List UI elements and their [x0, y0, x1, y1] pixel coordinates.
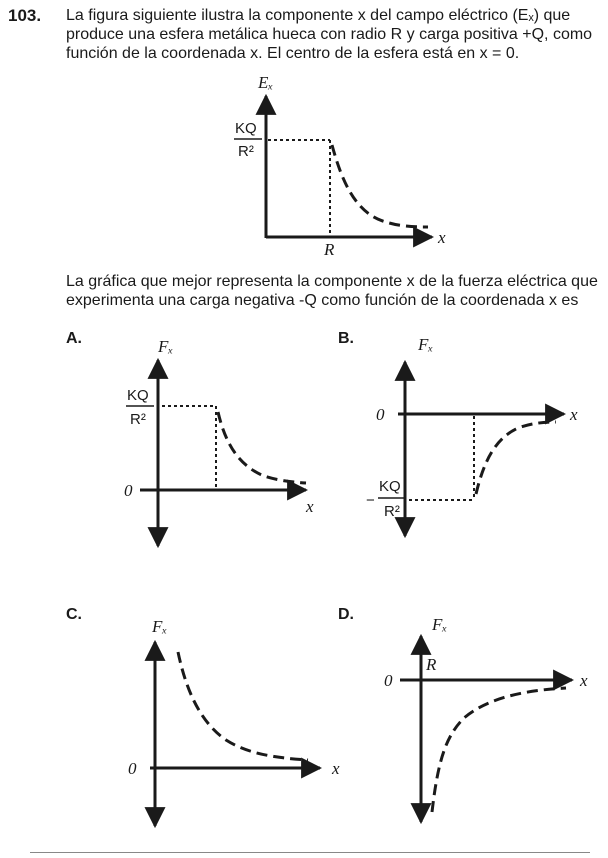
- c-zero: 0: [128, 759, 137, 778]
- stem-line: función de la coordenada x. El centro de la esfera está en x = 0.: [66, 45, 520, 62]
- c-x-label: x: [332, 759, 340, 778]
- a-x-label: x: [306, 497, 314, 516]
- main-figure: [234, 73, 446, 259]
- a-decay-curve: [218, 412, 306, 483]
- option-c-label[interactable]: C.: [66, 606, 82, 623]
- d-zero: 0: [384, 671, 393, 690]
- option-b-label[interactable]: B.: [338, 330, 354, 347]
- option-b-graph[interactable]: [366, 335, 578, 536]
- option-d-graph[interactable]: [384, 615, 588, 822]
- stem-line: La figura siguiente ilustra la componente x del campo eléctrico (Eₓ) que: [66, 7, 571, 24]
- prompt-line: La gráfica que mejor representa la componente x de la fuerza eléctrica que: [66, 273, 598, 290]
- main-decay-curve: [332, 145, 428, 227]
- option-a-label[interactable]: A.: [66, 330, 82, 347]
- d-rise-curve: [432, 688, 566, 812]
- b-y-label: Fₓ: [418, 335, 434, 354]
- a-y-label: Fₓ: [158, 337, 174, 356]
- c-y-label: Fₓ: [152, 617, 168, 636]
- main-x-label: x: [438, 228, 446, 247]
- option-c-graph[interactable]: [128, 617, 340, 826]
- main-level-den: R²: [238, 143, 254, 160]
- page-bottom-rule: [30, 852, 590, 853]
- main-level-num: KQ: [235, 120, 257, 137]
- question-number: 103.: [8, 6, 42, 25]
- b-zero: 0: [376, 405, 385, 424]
- b-rise-curve: [476, 422, 556, 494]
- b-level-sign: −: [366, 492, 375, 509]
- b-level-num: KQ: [379, 478, 401, 495]
- a-zero: 0: [124, 481, 133, 500]
- b-x-label: x: [570, 405, 578, 424]
- option-d-label[interactable]: D.: [338, 606, 354, 623]
- d-R-tick: R: [426, 655, 437, 674]
- a-level-num: KQ: [127, 387, 149, 404]
- prompt-line: experimenta una carga negativa -Q como función de la coordenada x es: [66, 292, 579, 309]
- option-a-graph[interactable]: [124, 337, 314, 546]
- d-y-label: Fₓ: [432, 615, 448, 634]
- stem-line: produce una esfera metálica hueca con radio R y carga positiva +Q, como: [66, 26, 593, 43]
- main-y-label: Eₓ: [258, 73, 274, 92]
- main-R-tick: R: [324, 240, 335, 259]
- c-decay-curve: [178, 652, 308, 760]
- a-level-den: R²: [130, 411, 146, 428]
- b-level-den: R²: [384, 503, 400, 520]
- d-x-label: x: [580, 671, 588, 690]
